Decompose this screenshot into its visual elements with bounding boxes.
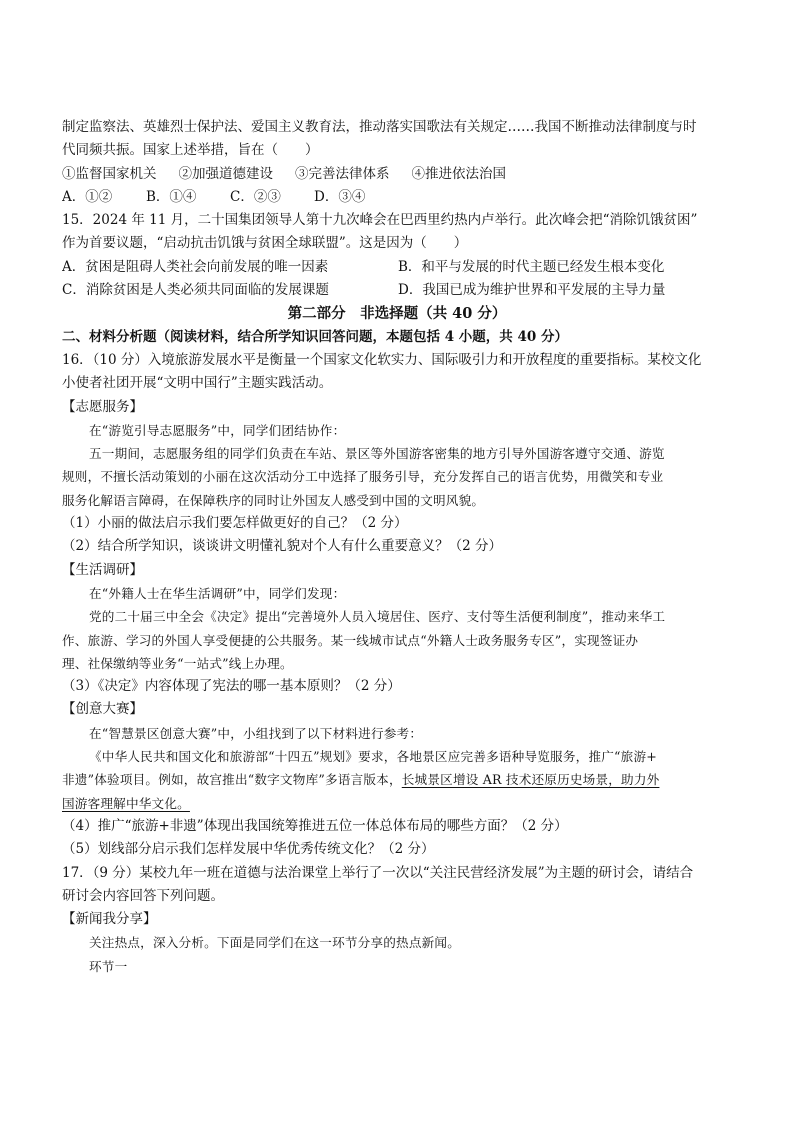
q16-question-4: （4）推广“旅游+非遗”体现出我国统筹推进五位一体总体布局的哪些方面？（2 分）: [62, 817, 568, 834]
q14-statement-2: ②加强道德建设: [178, 165, 273, 182]
q16-question-1: （1）小丽的做法启示我们要怎样做更好的自己？（2 分）: [62, 515, 408, 532]
q17-stage-one: 环节一: [89, 958, 128, 974]
q16-section-contest: 【创意大赛】: [62, 701, 143, 718]
q14-statement-1: ①监督国家机关: [62, 165, 157, 182]
q16-volunteer-material-line2: 规则，不擅长活动策划的小丽在这次活动分工中选择了服务引导，充分发挥自己的语言优势，用微笑和专业: [62, 469, 664, 485]
q17-news-intro: 关注热点，深入分析。下面是同学们在这一环节分享的热点新闻。: [89, 935, 461, 951]
q15-options-row2: [62, 279, 732, 302]
q14-option-d: D．③④: [314, 188, 366, 205]
q14-stem-line2: 代同频共振。国家上述举措，旨在（ ）: [62, 142, 319, 159]
q16-survey-material-line3: 理、社保缴纳等业务“一站式”线上办理。: [62, 655, 293, 671]
q16-volunteer-material-line3: 服务化解语言障碍，在保障秩序的同时让外国友人感受到中国的文明风貌。: [62, 492, 485, 508]
q16-contest-text: 非遗”体验项目。例如，故宫推出“数字文物库”多语言版本，: [62, 772, 402, 788]
q15-stem-line1: 15．2024 年 11 月，二十国集团领导人第十九次峰会在巴西里约热内卢举行。此次峰会把“消除饥饿贫困”: [62, 212, 698, 229]
q15-option-b: B．和平与发展的时代主题已经发生根本变化: [398, 258, 665, 275]
q16-volunteer-material-line1: 五一期间，志愿服务组的同学们负责在车站、景区等外国游客密集的地方引导外国游客遵守交通、游览: [89, 446, 665, 462]
q16-underlined-text-end: 国游客理解中华文化。: [62, 795, 190, 811]
q17-section-news: 【新闻我分享】: [62, 911, 157, 928]
q16-volunteer-intro: 在“游览引导志愿服务”中，同学们团结协作：: [89, 422, 346, 438]
q16-section-survey: 【生活调研】: [62, 561, 143, 578]
part2-title: 第二部分 非选择题（共 40 分）: [287, 305, 507, 323]
q16-question-3: （3）《决定》内容体现了宪法的哪一基本原则？（2 分）: [62, 678, 401, 695]
q16-contest-material-line2: [62, 768, 732, 791]
q16-survey-material-line1: 党的二十届三中全会《决定》提出“完善境外人员入境居住、医疗、支付等生活便利制度”，推动来华工: [89, 609, 666, 625]
q16-stem-line2: 小使者社团开展“文明中国行”主题实践活动。: [62, 375, 333, 392]
q14-statements: [62, 163, 732, 186]
q16-stem-line1: 16．（10 分）入境旅游发展水平是衡量一个国家文化软实力、国际吸引力和开放程度的重要指标。某校文化: [62, 351, 702, 368]
q14-stem-line1: 制定监察法、英雄烈士保护法、爱国主义教育法，推动落实国歌法有关规定……我国不断推动法律制度与时: [62, 119, 697, 135]
q15-option-d: D．我国已成为维护世界和平发展的主导力量: [398, 282, 666, 299]
q14-option-c: C．②③: [230, 188, 281, 205]
q16-underlined-text: 长城景区增设 AR 技术还原历史场景，助力外: [401, 772, 660, 788]
q16-question-5: （5）划线部分启示我们怎样发展中华优秀传统文化？（2 分）: [62, 841, 435, 858]
q16-section-volunteer: 【志愿服务】: [62, 398, 143, 415]
q14-option-b: B．①④: [146, 188, 197, 205]
q17-stem-line1: 17．（9 分）某校九年一班在道德与法治课堂上举行了一次以“关注民营经济发展”为主题的研讨会，请结合: [62, 864, 694, 881]
q14-statement-3: ③完善法律体系: [295, 165, 390, 182]
q16-contest-intro: 在“智慧景区创意大赛”中，小组找到了以下材料进行参考：: [89, 725, 423, 741]
q14-options: [62, 186, 732, 209]
q16-contest-material-line1: 《中华人民共和国文化和旅游部“十四五”规划》要求，各地景区应完善多语种导览服务，推广“旅游+: [89, 749, 658, 765]
section2-title: 二、材料分析题（阅读材料，结合所学知识回答问题，本题包括 4 小题，共 40 分）: [62, 328, 568, 345]
q14-option-a: A．①②: [62, 188, 113, 205]
q16-contest-material-line3: [62, 792, 732, 815]
q15-option-c: C．消除贫困是人类必须共同面临的发展课题: [62, 282, 329, 299]
q15-options-row1: [62, 256, 732, 279]
q16-question-2: （2）结合所学知识，谈谈讲文明懂礼貌对个人有什么重要意义？（2 分）: [62, 538, 502, 555]
q16-survey-intro: 在“外籍人士在华生活调研”中，同学们发现：: [89, 585, 346, 601]
q15-option-a: A．贫困是阻碍人类社会向前发展的唯一因素: [62, 258, 329, 275]
q14-statement-4: ④推进依法治国: [411, 165, 506, 182]
q16-survey-material-line2: 作、旅游、学习的外国人享受便捷的公共服务。某一线城市试点“外籍人士政务服务专区”，实现签证办: [62, 632, 639, 648]
q15-stem-line2: 作为首要议题，“启动抗击饥饿与贫困全球联盟”。这是因为（ ）: [62, 235, 468, 252]
q17-stem-line2: 研讨会内容回答下列问题。: [62, 887, 224, 904]
